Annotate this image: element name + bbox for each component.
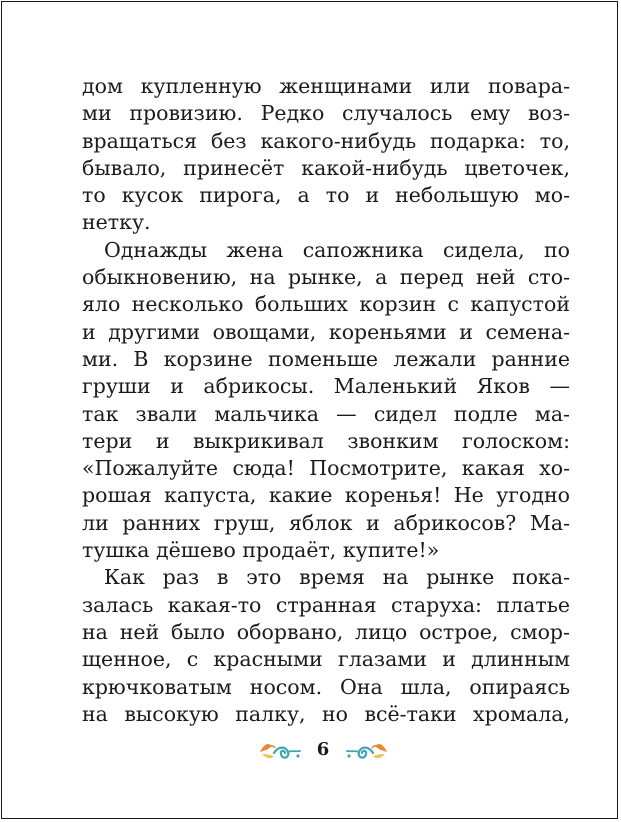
text-line: залась какая-то странная старуха: платье <box>82 592 570 617</box>
text-line: рошая капуста, какие коренья! Не угодно <box>82 483 570 508</box>
text-line: ли ранних груш, яблок и абрикосов? Ма- <box>82 510 570 535</box>
text-line: на ней было оборвано, лицо острое, смор- <box>82 619 570 644</box>
text-line: обыкновению, на рынке, а перед ней сто- <box>82 265 570 290</box>
text-line: вращаться без какого-нибудь подарка: то, <box>82 128 570 153</box>
text-line: Однажды жена сапожника сидела, по <box>104 237 570 262</box>
text-line: «Пожалуйте сюда! Посмотрите, какая хо- <box>82 456 570 481</box>
floral-ornament-icon <box>345 738 389 766</box>
text-line: Как раз в это время на рынке пока- <box>104 565 570 590</box>
text-line: бывало, принесёт какой-нибудь цветочек, <box>82 155 570 180</box>
text-line: тери и выкрикивал звонким голоском: <box>82 428 570 453</box>
text-line: яло несколько больших корзин с капустой <box>82 292 570 317</box>
text-line: нетку. <box>82 210 151 235</box>
floral-ornament-icon <box>258 738 302 766</box>
text-line: так звали мальчика — сидел подле ма- <box>82 401 570 426</box>
text-line: груши и абрикосы. Маленький Яков — <box>82 374 570 399</box>
text-line: то кусок пирога, а то и небольшую мо- <box>82 183 570 208</box>
page-number: 6 <box>316 739 330 760</box>
paragraph-3 <box>82 564 570 728</box>
page-text <box>82 73 570 728</box>
text-line: ми. В корзине поменьше лежали ранние <box>82 346 570 371</box>
text-line: ми провизию. Редко случалось ему воз- <box>82 101 570 126</box>
paragraph-2 <box>82 237 570 565</box>
text-line: крючковатым носом. Она шла, опираясь <box>82 674 570 699</box>
text-line: и другими овощами, кореньями и семена- <box>82 319 570 344</box>
text-line: дом купленную женщинами или повара- <box>82 74 570 98</box>
book-page <box>1 1 618 819</box>
text-line: щенное, с красными глазами и длинным <box>82 647 570 672</box>
text-line: тушка дёшево продаёт, купите!» <box>82 538 440 563</box>
text-line: на высокую палку, но всё-таки хромала, <box>82 701 570 726</box>
paragraph-1 <box>82 73 570 237</box>
page-footer <box>2 734 619 770</box>
